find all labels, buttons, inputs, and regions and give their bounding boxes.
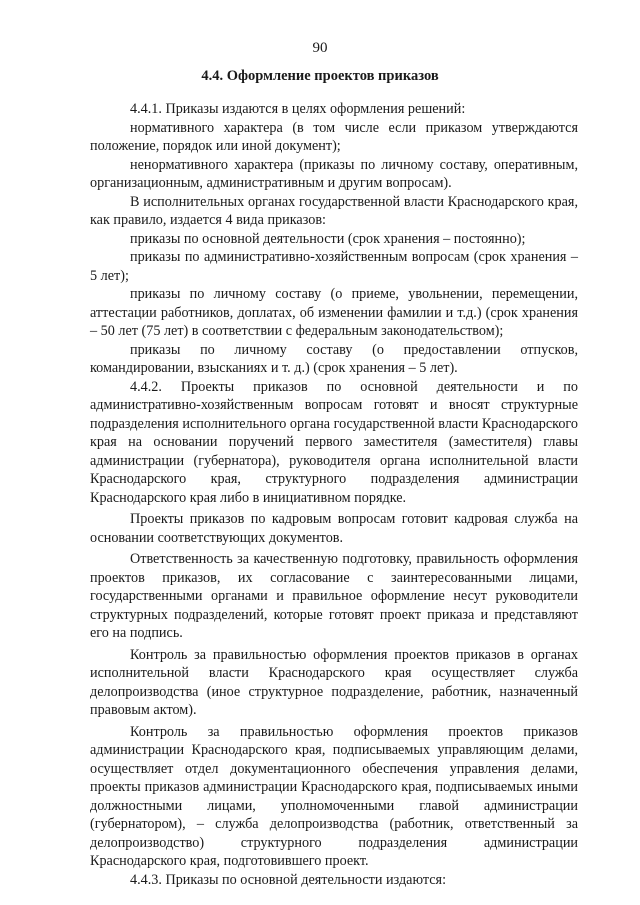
paragraph: В исполнительных органах государственной власти Краснодарского края, как правило, издается 4 вида приказов:	[90, 193, 578, 228]
paragraph: ненормативного характера (приказы по личному составу, оперативным, организационным, административным и другим вопросам).	[90, 156, 578, 191]
paragraph: 4.4.1. Приказы издаются в целях оформления решений:	[130, 101, 466, 117]
paragraph: нормативного характера (в том числе если приказом утверждаются положение, порядок или иной документ);	[90, 119, 578, 154]
paragraph: Ответственность за качественную подготовку, правильность оформления проектов приказов, их согласование с заинтересованными лицами, государственными органами и правильное оформление несут руководители структурных подразделений, которые готовят проект приказа и представляют его на подпись.	[90, 551, 578, 641]
paragraph: 4.4.3. Приказы по основной деятельности издаются:	[130, 871, 447, 888]
body-text	[90, 100, 578, 889]
paragraph: приказы по личному составу (о предоставлении отпусков, командировании, взысканиях и т. д.) (срок хранения – 5 лет).	[90, 341, 578, 376]
paragraph: Контроль за правильностью оформления проектов приказов администрации Краснодарского края, подписываемых управляющим делами, осуществляет отдел документационного обеспечения управления делами, проекты приказов администрации Краснодарского края, подписываемых иными должностными лицами, уполномоченными главой администрации (губернатором), – служба делопроизводства (работник, ответственный за делопроизводство) структурного подразделения администрации Краснодарского края, подготовившего проект.	[90, 723, 578, 869]
paragraph: Контроль за правильностью оформления проектов приказов в органах исполнительной власти Краснодарского края осуществляет служба делопроизводства (иное структурное подразделение, работник, назначенный правовым актом).	[90, 646, 578, 718]
paragraph: 4.4.2. Проекты приказов по основной деятельности и по административно-хозяйственным вопросам готовят и вносят структурные подразделения исполнительного органа государственной власти Краснодарского края на основании поручений первого заместителя (заместителя) главы администрации (губернатора), руководителя органа исполнительной власти Краснодарского края, структурного подразделения администрации Краснодарского края либо в инициативном порядке.	[90, 378, 578, 506]
section-heading: 4.4. Оформление проектов приказов	[201, 68, 439, 84]
paragraph: приказы по личному составу (о приеме, увольнении, перемещении, аттестации работников, доплатах, об изменении фамилии и т.д.) (срок хранения – 50 лет (75 лет) в соответствии с федеральным законодательством);	[90, 286, 578, 339]
paragraph: приказы по основной деятельности (срок хранения – постоянно);	[130, 230, 526, 247]
page-number: 90	[312, 40, 328, 56]
paragraph: Проекты приказов по кадровым вопросам готовит кадровая служба на основании соответствующих документов.	[90, 511, 578, 546]
paragraph: приказы по административно-хозяйственным вопросам (срок хранения – 5 лет);	[90, 249, 578, 284]
